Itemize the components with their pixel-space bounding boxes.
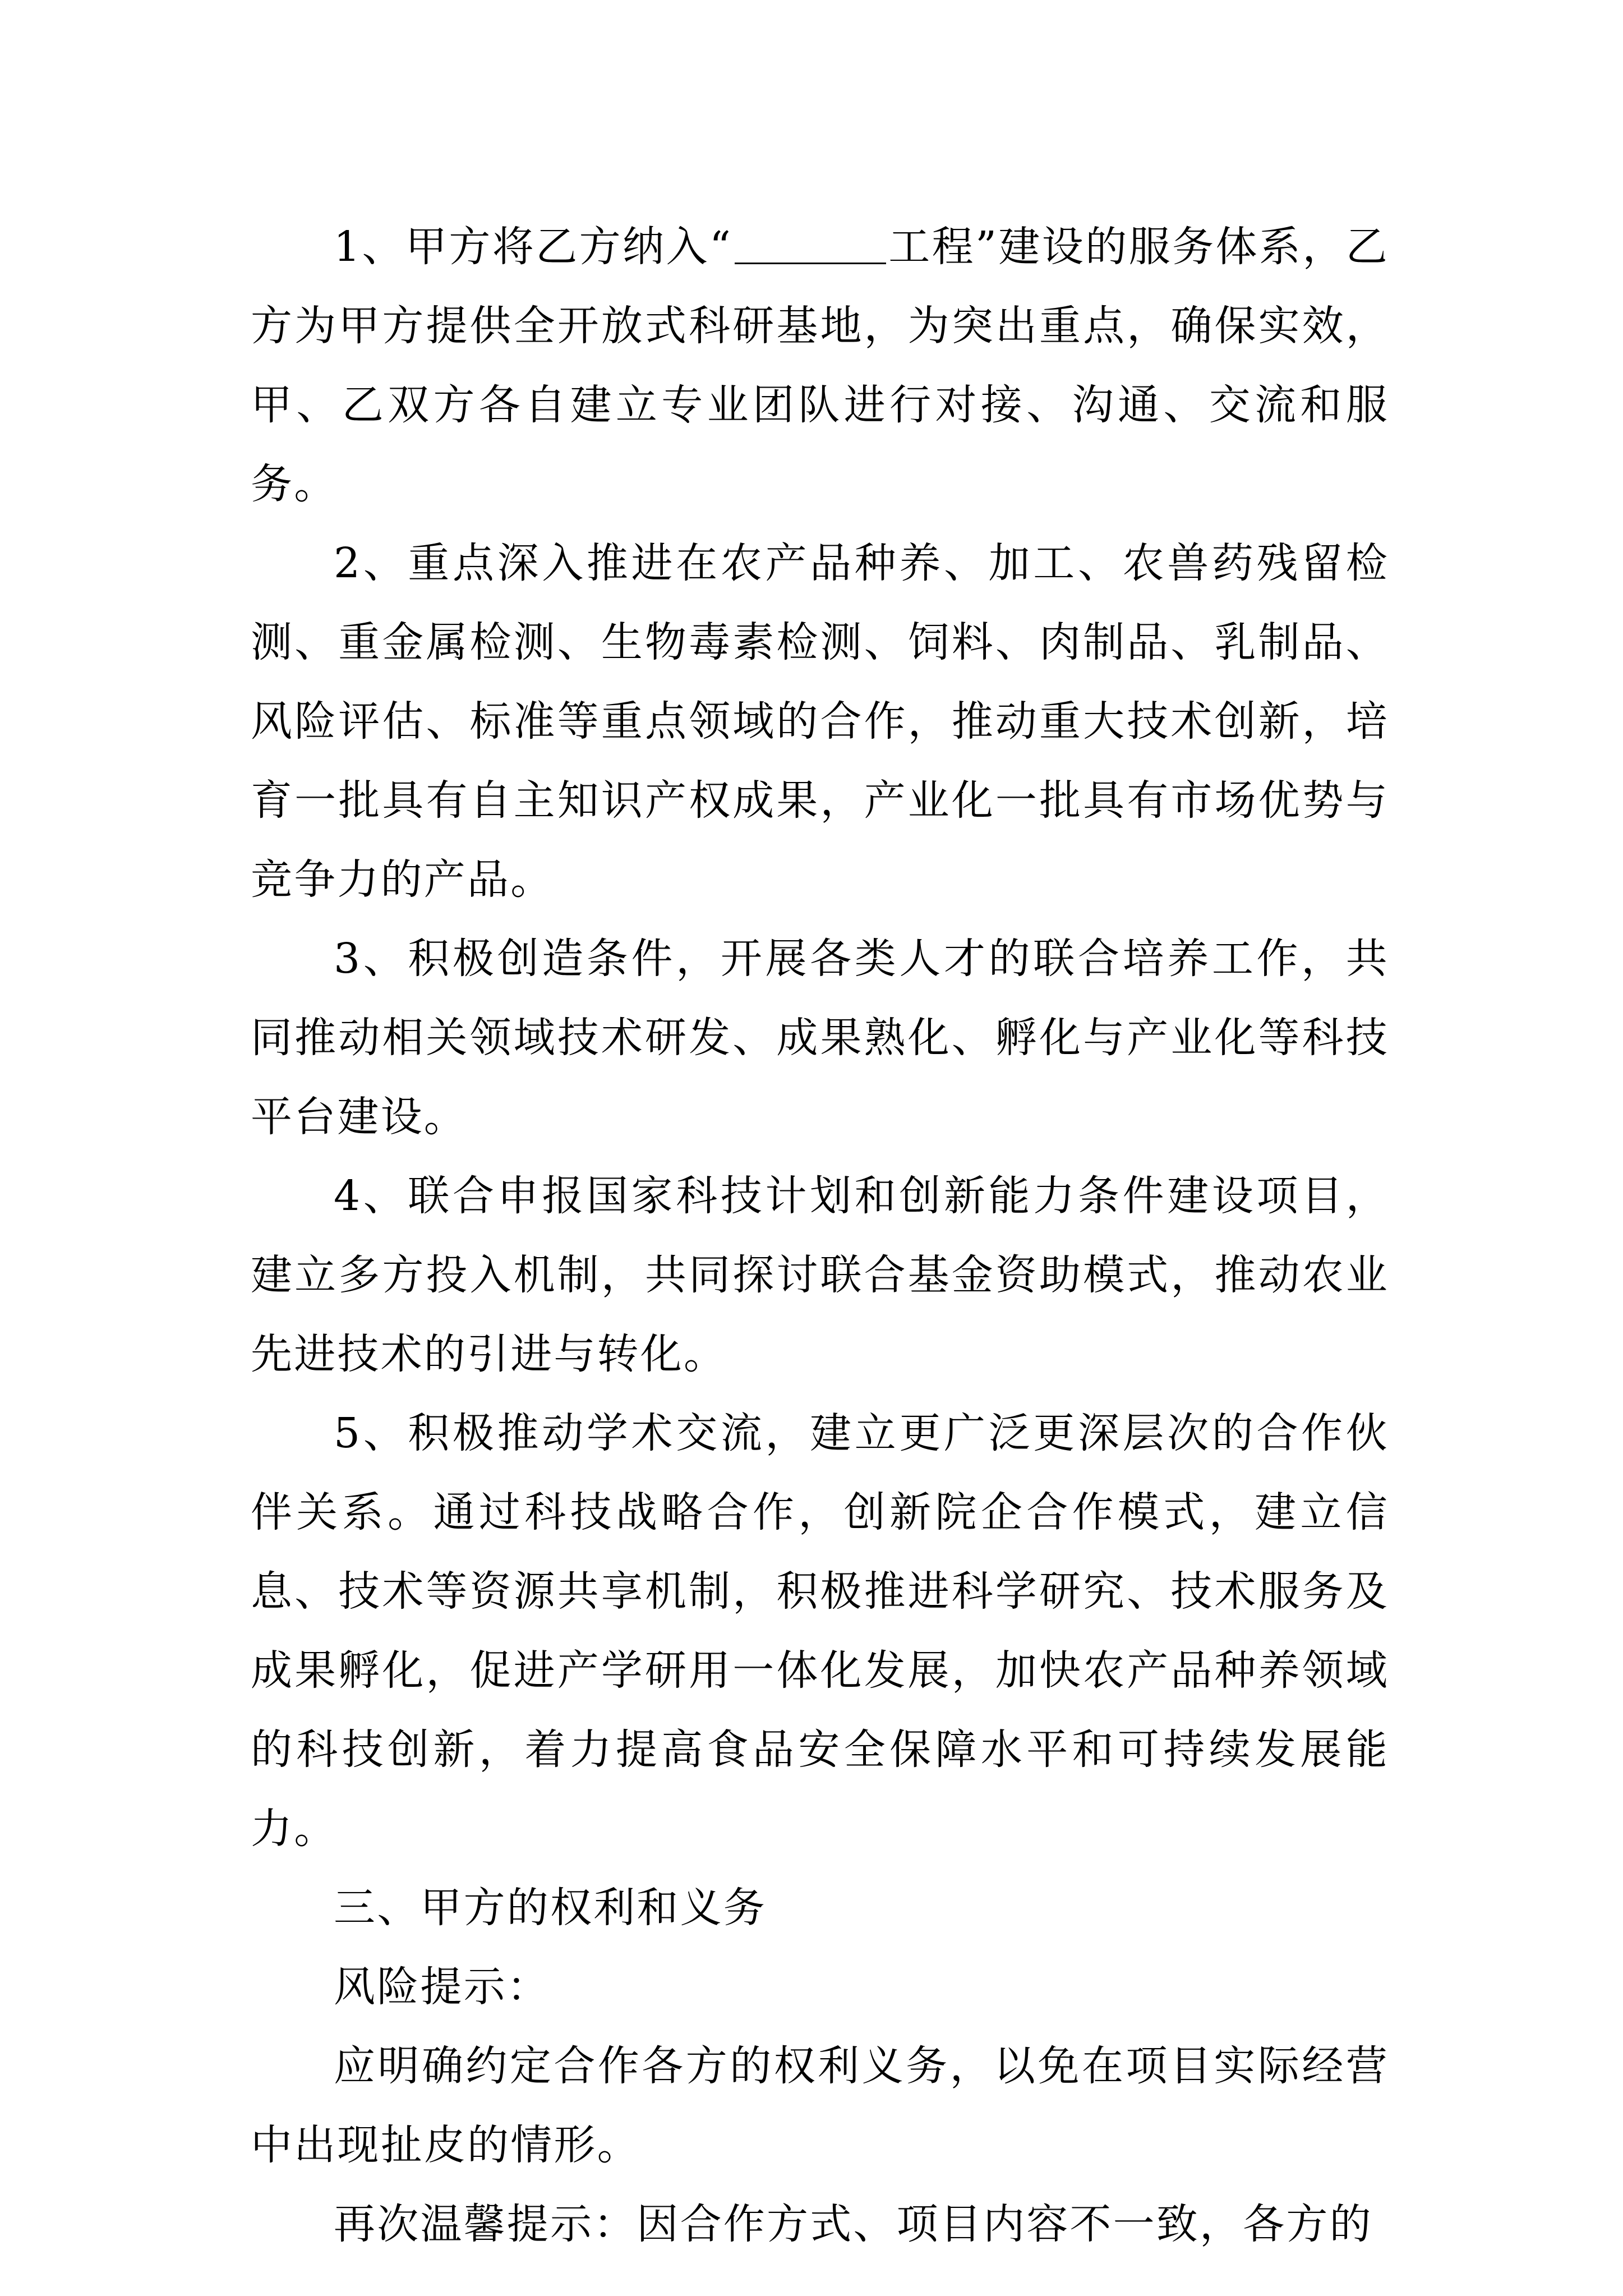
section-heading: 三、甲方的权利和义务 xyxy=(334,1884,767,1932)
reminder-text: 再次温馨提示：因合作方式、项目内容不一致，各方的 xyxy=(334,2200,1373,2248)
risk-text: 应明确约定合作各方的权利义务，以免在项目实际经营中出现扯皮的情形。 xyxy=(251,2042,1389,2169)
paragraph-1 xyxy=(251,208,1389,524)
document-body xyxy=(251,208,1389,2264)
paragraph-2: 2、重点深入推进在农产品种养、加工、农兽药残留检测、重金属检测、生物毒素检测、饲料、肉制品、乳制品、风险评估、标准等重点领域的合作，推动重大技术创新，培育一批具有自主知识产权成果，产业化一批具有市场优势与竞争力的产品。 xyxy=(251,539,1389,904)
paragraph-5: 5、积极推动学术交流，建立更广泛更深层次的合作伙伴关系。通过科技战略合作，创新院企合作模式，建立信息、技术等资源共享机制，积极推进科学研究、技术服务及成果孵化，促进产学研用一体化发展，加快农产品种养领域的科技创新，着力提高食品安全保障水平和可持续发展能力。 xyxy=(251,1409,1389,1853)
paragraph-1-rest: 工程”建设的服务体系，乙方为甲方提供全开放式科研基地，为突出重点，确保实效，甲、乙双方各自建立专业团队进行对接、沟通、交流和服务。 xyxy=(251,223,1389,508)
paragraph-3: 3、积极创造条件，开展各类人才的联合培养工作，共同推动相关领域技术研发、成果熟化、孵化与产业化等科技平台建设。 xyxy=(251,935,1389,1141)
risk-label: 风险提示： xyxy=(334,1963,550,2011)
fill-in-blank xyxy=(735,223,886,264)
paragraph-1-lead: 1、甲方将乙方纳入“ xyxy=(334,223,732,271)
paragraph-4: 4、联合申报国家科技计划和创新能力条件建设项目，建立多方投入机制，共同探讨联合基金资助模式，推动农业先进技术的引进与转化。 xyxy=(251,1172,1389,1378)
